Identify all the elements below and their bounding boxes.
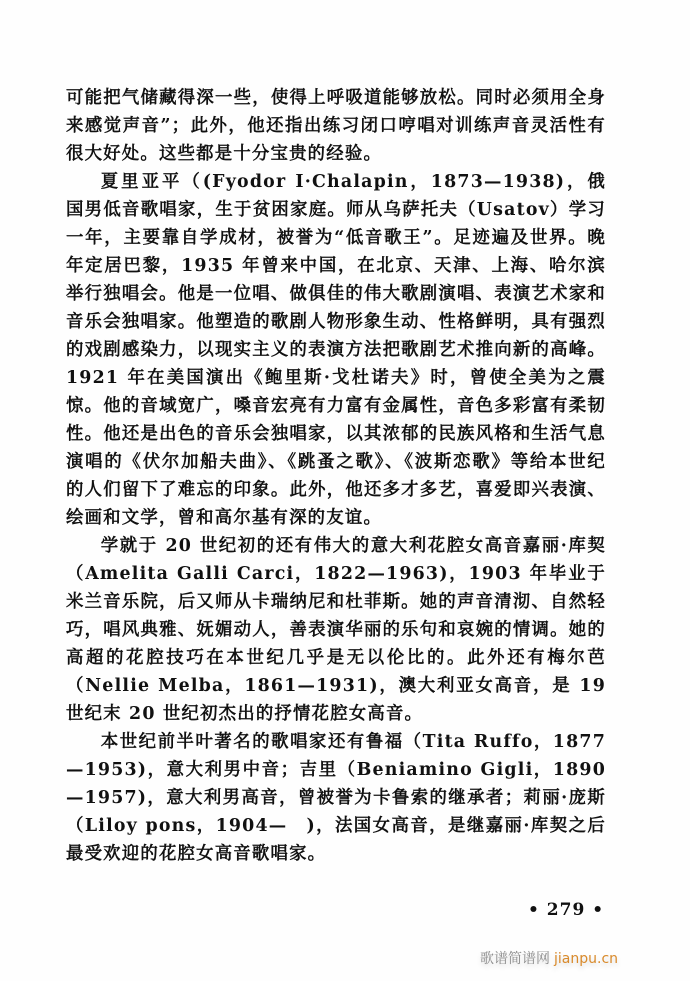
watermark-domain: jianpu.cn [554, 951, 619, 967]
paragraph-3: 学就于 20 世纪初的还有伟大的意大利花腔女高音嘉丽·库契（Amelita Galli Carci，1822—1963)，1903 年毕业于米兰音乐院，后又师从卡瑞纳尼和杜菲斯。她的声音清沏、自然轻巧，唱风典雅、妩媚动人，善表演华丽的乐句和哀婉的情调。她的高超的花腔技巧在本世纪几乎是无以伦比的。此外还有梅尔芭（Nellie Melba，1861—1931)，澳大利亚女高音，是 19 世纪末 20 世纪初杰出的抒情花腔女高音。 [66, 536, 606, 724]
paragraph-4: 本世纪前半叶著名的歌唱家还有鲁福（Tita Ruffo，1877—1953)，意大利男中音；吉里（Beniamino Gigli，1890—1957)，意大利男高音，曾被誉为卡鲁索的继承者；莉丽·庞斯（Liloy pons，1904— )，法国女高音，是继嘉丽·库契之后最受欢迎的花腔女高音歌唱家。 [66, 732, 606, 864]
paragraph-1: 可能把气储藏得深一些，使得上呼吸道能够放松。同时必须用全身来感觉声音”；此外，他还指出练习闭口哼唱对训练声音灵活性有很大好处。这些都是十分宝贵的经验。 [66, 88, 606, 164]
page-number: • 279 • [528, 900, 605, 920]
watermark [480, 948, 618, 968]
body-text [66, 84, 606, 868]
paragraph-2: 夏里亚平（(Fyodor I·Chalapin，1873—1938)，俄国男低音歌唱家，生于贫困家庭。师从乌萨托夫（Usatov）学习一年，主要靠自学成材，被誉为“低音歌王”。足迹遍及世界。晚年定居巴黎，1935 年曾来中国，在北京、天津、上海、哈尔滨举行独唱会。他是一位唱、做俱佳的伟大歌剧演唱、表演艺术家和音乐会独唱家。他塑造的歌剧人物形象生动、性格鲜明，具有强烈的戏剧感染力，以现实主义的表演方法把歌剧艺术推向新的高峰。1921 年在美国演出《鲍里斯·戈杜诺夫》时，曾使全美为之震惊。他的音域宽广，嗓音宏亮有力富有金属性，音色多彩富有柔韧性。他还是出色的音乐会独唱家，以其浓郁的民族风格和生活气息演唱的《伏尔加船夫曲》、《跳蚤之歌》、《波斯恋歌》等给本世纪的人们留下了难忘的印象。此外，他还多才多艺，喜爱即兴表演、绘画和文学，曾和高尔基有深的友谊。 [66, 172, 606, 528]
watermark-site-name: 歌谱简谱网 [480, 951, 550, 967]
